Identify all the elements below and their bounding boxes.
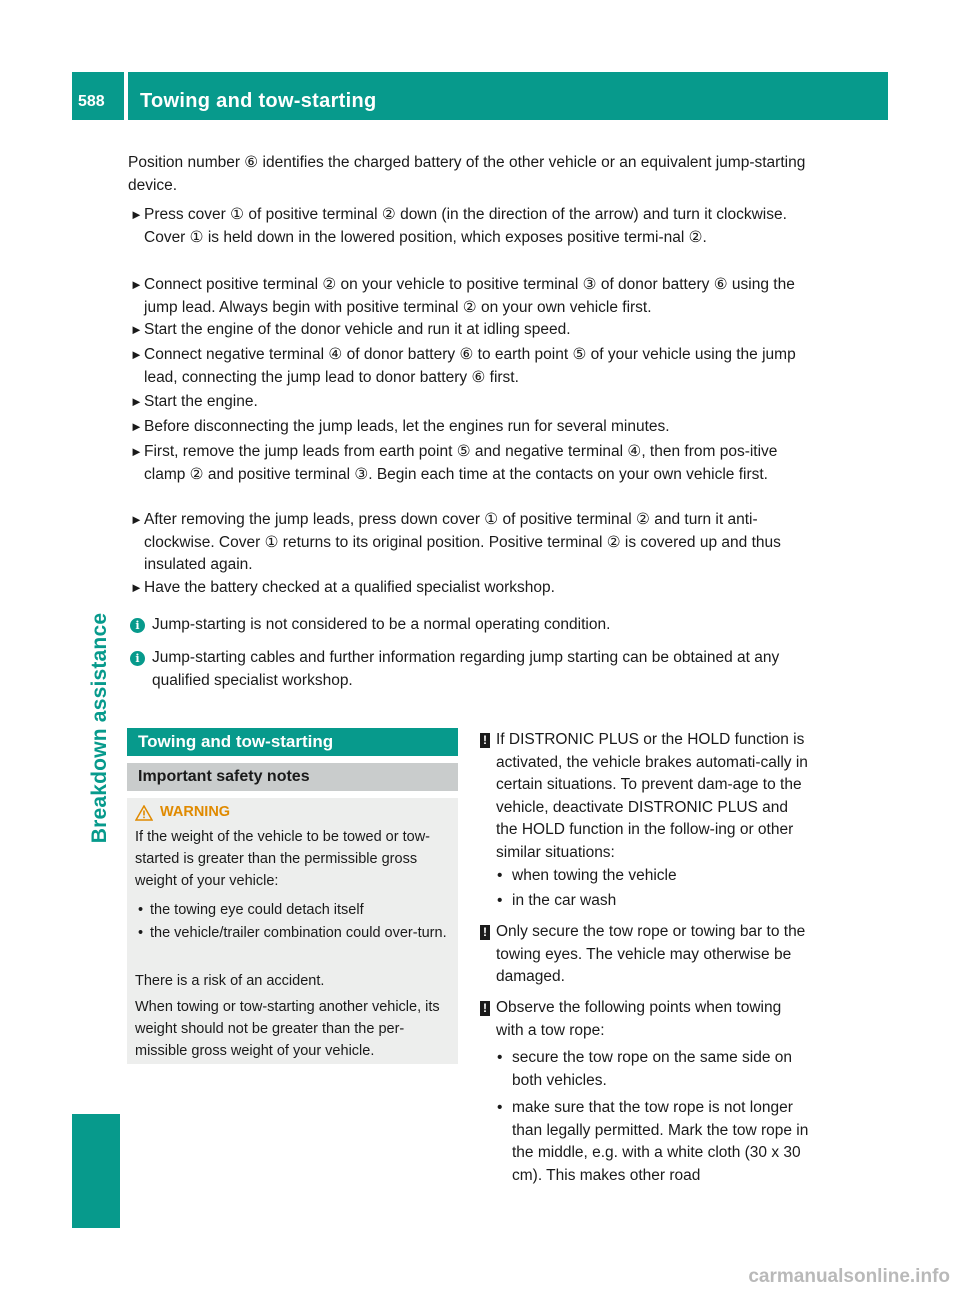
caution-note-text: Observe the following points when towing with a tow rope:: [496, 999, 782, 1039]
bullet-icon: •: [497, 1099, 503, 1116]
info-note: [130, 647, 812, 692]
step-text: Connect negative terminal ④ of donor battery ⑥ to earth point ⑤ of your vehicle using the jump lead, connecting the jump lead to donor battery ⑥ first.: [144, 346, 796, 386]
note-bullet-text: when towing the vehicle: [512, 867, 677, 884]
step-text: Press cover ① of positive terminal ② down (in the direction of the arrow) and turn it clockwise. Cover ① is held down in the lowered position, which exposes positive termi-nal ②.: [144, 206, 787, 246]
info-icon: i: [130, 618, 145, 633]
step-item: [130, 509, 812, 577]
caution-note: [480, 997, 812, 1042]
step-arrow-icon: ►: [130, 347, 143, 362]
note-bullet: [496, 890, 812, 913]
step-arrow-icon: ►: [130, 419, 143, 434]
caution-note-text: Only secure the tow rope or towing bar to the towing eyes. The vehicle may otherwise be damaged.: [496, 923, 806, 985]
note-bullet: [496, 865, 812, 888]
note-bullet: [496, 1097, 812, 1187]
side-tab-marker: [72, 1114, 120, 1228]
warning-bullet-text: the towing eye could detach itself: [150, 902, 364, 918]
step-item: [130, 274, 812, 319]
page-title: Towing and tow-starting: [140, 90, 377, 112]
side-chapter-text: Breakdown assistance: [88, 612, 111, 844]
note-bullet-text: secure the tow rope on the same side on both vehicles.: [512, 1049, 793, 1089]
note-bullet-text: make sure that the tow rope is not longer than legally permitted. Mark the tow rope in the middle, e.g. with a white cloth (30 x 30 cm). This makes other road: [512, 1099, 809, 1184]
step-arrow-icon: ►: [130, 394, 143, 409]
step-item: [130, 577, 812, 600]
info-note-text: Jump-starting is not considered to be a normal operating condition.: [152, 616, 611, 633]
step-arrow-icon: ►: [130, 207, 143, 222]
caution-note: [480, 729, 812, 864]
bullet-icon: •: [138, 902, 144, 918]
warning-intro: If the weight of the vehicle to be towed or tow-started is greater than the permissible gross weight of your vehicle:: [135, 829, 430, 889]
step-item: [130, 204, 812, 249]
step-text: Start the engine of the donor vehicle and run it at idling speed.: [144, 321, 571, 338]
step-arrow-icon: ►: [130, 277, 143, 292]
step-text: First, remove the jump leads from earth point ⑤ and negative terminal ④, then from pos-itive clamp ② and positive terminal ③. Begin each time at the contacts on your own vehicle first.: [144, 443, 778, 483]
warning-title: [135, 801, 230, 823]
section-heading: Towing and tow-starting: [127, 728, 458, 756]
warning-triangle-icon: [135, 805, 153, 821]
warning-bullet: [135, 899, 453, 921]
exclamation-icon: !: [480, 733, 490, 748]
intro-paragraph: Position number ⑥ identifies the charged battery of the other vehicle or an equivalent jump-starting device.: [128, 154, 806, 194]
step-arrow-icon: ►: [130, 444, 143, 459]
step-arrow-icon: ►: [130, 322, 143, 337]
exclamation-icon: !: [480, 925, 490, 940]
step-arrow-icon: ►: [130, 580, 143, 595]
step-item: [130, 441, 812, 486]
info-icon: i: [130, 651, 145, 666]
caution-note-text: If DISTRONIC PLUS or the HOLD function is activated, the vehicle brakes automati-cally in certain situations. To prevent dam-age to the vehicle, deactivate DISTRONIC PLUS and the HOLD function in the follow-ing or other similar situations:: [496, 731, 808, 861]
caution-note: [480, 921, 812, 989]
step-item: [130, 416, 812, 439]
step-text: Before disconnecting the jump leads, let the engines run for several minutes.: [144, 418, 670, 435]
step-item: [130, 319, 812, 342]
exclamation-icon: !: [480, 1001, 490, 1016]
bullet-icon: •: [497, 867, 503, 884]
bullet-icon: •: [497, 1049, 503, 1066]
warning-bullet: [135, 922, 453, 944]
header-divider: [124, 72, 128, 120]
footer-watermark: carmanualsonline.info: [748, 1266, 950, 1287]
warning-advice: When towing or tow-starting another vehicle, its weight should not be greater than the per-missible gross weight of your vehicle.: [135, 999, 440, 1059]
info-note: [130, 614, 812, 637]
note-bullet: [496, 1047, 812, 1092]
step-text: After removing the jump leads, press down cover ① of positive terminal ② and turn it anti-clockwise. Cover ① returns to its original position. Positive terminal ② is covered up and thus insulated again.: [144, 511, 781, 573]
step-item: [130, 391, 812, 414]
info-note-text: Jump-starting cables and further information regarding jump starting can be obtained at any qualified specialist workshop.: [152, 649, 780, 689]
bullet-icon: •: [497, 892, 503, 909]
step-item: [130, 344, 812, 389]
note-bullet-text: in the car wash: [512, 892, 617, 909]
step-text: Have the battery checked at a qualified specialist workshop.: [144, 579, 555, 596]
step-text: Start the engine.: [144, 393, 258, 410]
warning-risk: There is a risk of an accident.: [135, 973, 325, 989]
warning-bullet-text: the vehicle/trailer combination could over-turn.: [150, 925, 447, 941]
warning-title-text: WARNING: [160, 804, 231, 820]
page-number: 588: [78, 93, 105, 110]
step-arrow-icon: ►: [130, 512, 143, 527]
subsection-heading: Important safety notes: [127, 763, 458, 791]
bullet-icon: •: [138, 925, 144, 941]
step-text: Connect positive terminal ② on your vehicle to positive terminal ③ of donor battery ⑥ using the jump lead. Always begin with positive terminal ② on your own vehicle first.: [144, 276, 795, 316]
